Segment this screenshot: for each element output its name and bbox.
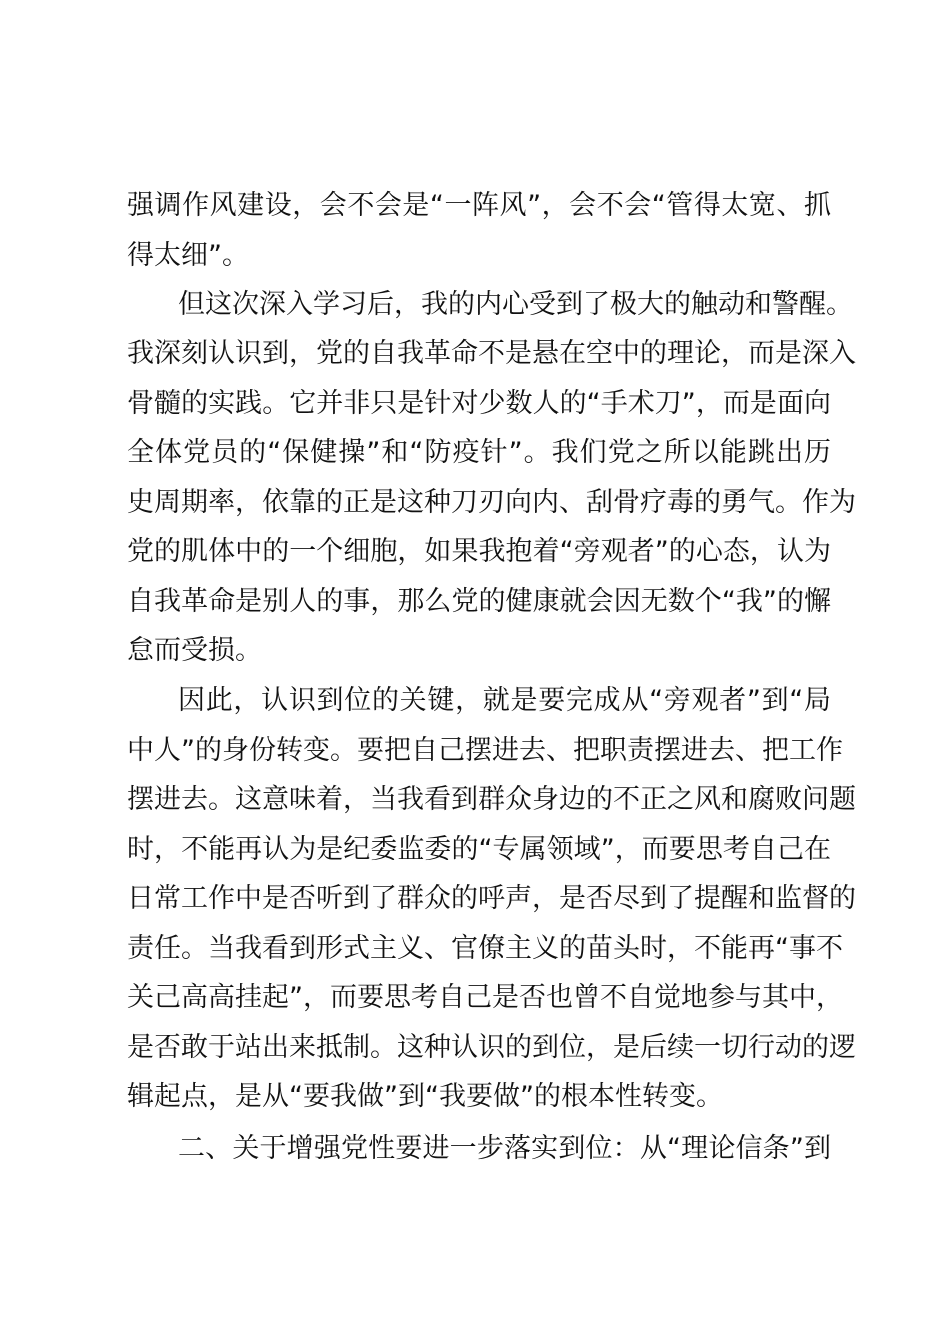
paragraph-start-line-11: 因此，认识到位的关键，就是要完成从“旁观者”到“局 bbox=[178, 685, 831, 716]
text-line-17: 关己高高挂起”，而要思考自己是否也曾不自觉地参与其中， bbox=[127, 982, 843, 1013]
text-line-5: 骨髓的实践。它并非只是针对少数人的“手术刀”，而是面向 bbox=[127, 388, 831, 419]
text-line-18: 是否敢于站出来抵制。这种认识的到位，是后续一切行动的逻 bbox=[127, 1032, 856, 1063]
text-line-4: 我深刻认识到，党的自我革命不是悬在空中的理论，而是深入 bbox=[127, 338, 856, 369]
text-line-9: 自我革命是别人的事，那么党的健康就会因无数个“我”的懈 bbox=[127, 586, 831, 617]
text-line-16: 责任。当我看到形式主义、官僚主义的苗头时，不能再“事不 bbox=[127, 933, 843, 964]
text-line-10: 怠而受损。 bbox=[127, 635, 262, 666]
text-line-8: 党的肌体中的一个细胞，如果我抱着“旁观者”的心态，认为 bbox=[127, 536, 831, 567]
section-heading-line: 二、关于增强党性要进一步落实到位：从“理论信条”到 bbox=[178, 1133, 831, 1164]
text-line-13: 摆进去。这意味着，当我看到群众身边的不正之风和腐败问题 bbox=[127, 784, 856, 815]
text-line-19: 辑起点，是从“要我做”到“我要做”的根本性转变。 bbox=[127, 1081, 723, 1112]
text-line-1: 强调作风建设，会不会是“一阵风”，会不会“管得太宽、抓 bbox=[127, 190, 831, 221]
text-line-6: 全体党员的“保健操”和“防疫针”。我们党之所以能跳出历 bbox=[127, 437, 831, 468]
paragraph-start-line-3: 但这次深入学习后，我的内心受到了极大的触动和警醒。 bbox=[178, 289, 853, 320]
text-line-15: 日常工作中是否听到了群众的呼声，是否尽到了提醒和监督的 bbox=[127, 883, 856, 914]
text-line-12: 中人”的身份转变。要把自己摆进去、把职责摆进去、把工作 bbox=[127, 735, 843, 766]
text-line-7: 史周期率，依靠的正是这种刀刃向内、刮骨疗毒的勇气。作为 bbox=[127, 487, 856, 518]
text-line-2: 得太细”。 bbox=[127, 240, 249, 271]
text-line-14: 时，不能再认为是纪委监委的“专属领域”，而要思考自己在 bbox=[127, 834, 831, 865]
